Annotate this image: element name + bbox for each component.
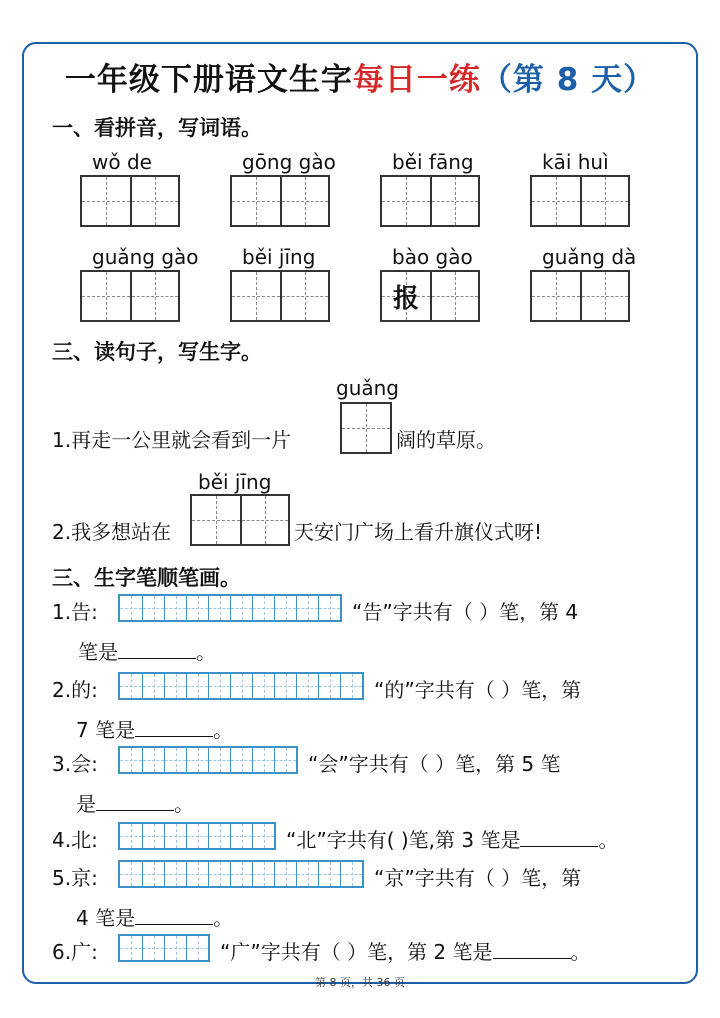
stroke-cell[interactable] [274,862,296,886]
stroke-cell[interactable] [252,674,274,698]
stroke-item-label: 6.广: [52,940,98,964]
stroke-question-continued [76,902,233,931]
tianzige-cell[interactable] [232,272,280,320]
stroke-cell[interactable] [120,824,142,848]
answer-blank[interactable] [96,792,174,811]
stroke-cell[interactable] [186,824,208,848]
stroke-cell[interactable] [120,596,142,620]
word-pinyin: běi fāng [392,150,474,174]
stroke-question [374,862,581,891]
stroke-cell[interactable] [274,596,296,620]
word-tianzige[interactable] [230,175,330,227]
tianzige-cell[interactable] [130,272,178,320]
filled-character: 报 [392,284,419,314]
tianzige-cell[interactable] [382,177,430,225]
stroke-question [374,674,581,703]
stroke-cell[interactable] [340,862,362,886]
stroke-cell[interactable] [120,748,142,772]
stroke-cell[interactable] [340,674,362,698]
word-tianzige[interactable] [80,270,180,322]
tianzige-cell[interactable] [430,272,478,320]
stroke-item-label: 5.京: [52,866,98,890]
stroke-question-continued [76,714,233,743]
stroke-cell[interactable] [164,596,186,620]
word-tianzige[interactable] [230,270,330,322]
stroke-question-text-2: 是 [76,792,96,816]
word-tianzige[interactable] [530,175,630,227]
sentence-2-after: 天安门广场上看升旗仪式呀! [294,520,543,544]
stroke-question-text: “北”字共有( )笔,第 3 笔是 [286,828,521,852]
stroke-cell[interactable] [120,674,142,698]
tianzige-cell[interactable] [430,177,478,225]
page-title: 一年级下册语文生字每日一练（第 8 天） [64,62,656,98]
stroke-cell[interactable] [252,862,274,886]
stroke-cell[interactable] [186,748,208,772]
word-pinyin: guǎng gào [92,245,199,269]
stroke-cell[interactable] [142,748,164,772]
tianzige-cell[interactable] [532,272,580,320]
stroke-cell[interactable] [296,862,318,886]
stroke-question-text: “会”字共有（ ）笔，第 5 笔 [308,752,561,776]
sentence-2-tianzige[interactable] [190,494,290,546]
sentence-1-pinyin: guǎng [336,376,399,400]
stroke-cell[interactable] [186,862,208,886]
tianzige-cell[interactable] [382,272,430,320]
stroke-cell[interactable] [208,748,230,772]
stroke-cell[interactable] [120,862,142,886]
stroke-cell[interactable] [230,748,252,772]
stroke-cell[interactable] [252,748,274,772]
period: 。 [196,640,216,664]
stroke-question-text-2: 笔是 [78,640,118,664]
stroke-order-strip[interactable] [118,746,298,774]
stroke-cell[interactable] [230,824,252,848]
stroke-cell[interactable] [318,596,340,620]
stroke-cell[interactable] [230,862,252,886]
stroke-cell[interactable] [142,936,164,960]
stroke-order-strip[interactable] [118,860,364,888]
word-tianzige[interactable] [530,270,630,322]
sentence-2-before: 2.我多想站在 [52,520,172,544]
stroke-cell[interactable] [186,936,208,960]
section-3-heading: 三、生字笔顺笔画。 [52,566,241,590]
section-2-heading: 三、读句子，写生字。 [52,340,262,364]
stroke-cell[interactable] [164,674,186,698]
stroke-cell[interactable] [274,748,296,772]
stroke-cell[interactable] [186,674,208,698]
sentence-1-tianzige[interactable] [340,402,392,454]
answer-blank[interactable] [520,828,598,847]
word-pinyin: guǎng dà [542,245,637,269]
stroke-cell[interactable] [142,596,164,620]
stroke-item-label: 2.的: [52,678,98,702]
stroke-question [352,596,578,625]
stroke-cell[interactable] [164,748,186,772]
stroke-item-label: 3.会: [52,752,98,776]
sentence-1-before: 1.再走一公里就会看到一片 [52,428,292,452]
tianzige-cell[interactable] [82,177,130,225]
page-footer: 第 8 页，共 36 页 [315,976,405,989]
stroke-question-continued [76,788,194,817]
period: 。 [213,718,234,742]
sentence-1-after: 阔的草原。 [396,428,496,452]
stroke-cell[interactable] [296,674,318,698]
period: 。 [598,828,619,852]
stroke-item-label: 1.告: [52,600,98,624]
stroke-cell[interactable] [208,596,230,620]
stroke-order-strip[interactable] [118,672,364,700]
stroke-cell[interactable] [252,596,274,620]
stroke-cell[interactable] [164,824,186,848]
answer-blank[interactable] [118,640,196,659]
tianzige-cell[interactable] [532,177,580,225]
section-1-heading: 一、看拼音，写词语。 [52,116,262,140]
answer-blank[interactable] [493,940,571,959]
tianzige-cell[interactable] [580,177,628,225]
stroke-question-continued [78,636,216,665]
stroke-cell[interactable] [296,596,318,620]
stroke-question-text-2: 4 笔是 [76,906,136,930]
tianzige-cell[interactable] [232,177,280,225]
stroke-order-strip[interactable] [118,934,210,962]
stroke-cell[interactable] [142,674,164,698]
answer-blank[interactable] [135,906,213,925]
stroke-cell[interactable] [318,862,340,886]
tianzige-cell[interactable] [580,272,628,320]
word-pinyin: gōng gào [242,150,336,174]
stroke-cell[interactable] [318,674,340,698]
word-pinyin: běi jīng [242,245,316,269]
period: 。 [213,906,234,930]
stroke-question [286,824,618,853]
tianzige-cell[interactable] [130,177,178,225]
stroke-cell[interactable] [230,674,252,698]
word-pinyin: wǒ de [92,150,152,174]
tianzige-cell[interactable] [280,177,328,225]
stroke-cell[interactable] [120,936,142,960]
word-pinyin: kāi huì [542,150,609,174]
tianzige-cell[interactable] [82,272,130,320]
stroke-cell[interactable] [208,674,230,698]
answer-blank[interactable] [135,718,213,737]
stroke-cell[interactable] [274,674,296,698]
stroke-question [220,936,591,965]
period: 。 [570,940,591,964]
word-tianzige[interactable] [380,270,480,322]
sentence-2-pinyin: běi jīng [198,470,272,494]
stroke-cell[interactable] [142,862,164,886]
stroke-question-text-2: 7 笔是 [76,718,136,742]
period: 。 [174,792,194,816]
stroke-item-label: 4.北: [52,828,98,852]
tianzige-cell[interactable] [280,272,328,320]
stroke-question-text: “广”字共有（ ）笔，第 2 笔是 [220,940,493,964]
word-tianzige[interactable] [380,175,480,227]
word-tianzige[interactable] [80,175,180,227]
stroke-cell[interactable] [164,936,186,960]
stroke-cell[interactable] [142,824,164,848]
stroke-question-text: “告”字共有（ ）笔，第 4 [352,600,579,624]
stroke-cell[interactable] [164,862,186,886]
stroke-cell[interactable] [230,596,252,620]
stroke-question-text: “京”字共有（ ）笔，第 [374,866,582,890]
stroke-cell[interactable] [208,862,230,886]
word-pinyin: bào gào [392,245,473,269]
stroke-cell[interactable] [186,596,208,620]
stroke-order-strip[interactable] [118,822,276,850]
stroke-order-strip[interactable] [118,594,342,622]
stroke-question [308,748,561,777]
stroke-cell[interactable] [252,824,274,848]
stroke-cell[interactable] [208,824,230,848]
stroke-question-text: “的”字共有（ ）笔，第 [374,678,582,702]
